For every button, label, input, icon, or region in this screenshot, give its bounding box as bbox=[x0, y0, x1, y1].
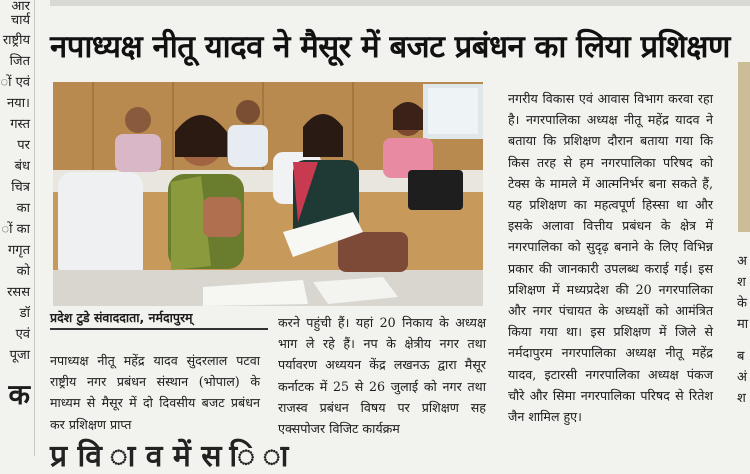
paragraph: नपाध्यक्ष नीतू महेंद्र यादव सुंदरलाल पटवा राष्ट्रीय नगर प्रबंधन संस्थान (भोपाल) के माध्यम से मैसूर में दो दिवसीय बजट प्रबंधन कर प्रशिक्षण प्राप्त bbox=[50, 353, 260, 432]
left-column-line: चित्र bbox=[11, 180, 30, 195]
left-column-line: चार्य bbox=[10, 13, 30, 28]
article-body-column-2 bbox=[278, 312, 486, 439]
left-column-line: रसस bbox=[7, 285, 30, 300]
byline: प्रदेश टुडे संवाददाता, नर्मदापुरम् bbox=[50, 308, 268, 330]
next-article-headline bbox=[50, 439, 750, 474]
left-column-line: ों एवं bbox=[0, 75, 30, 90]
article-headline: नपाध्यक्ष नीतू यादव ने मैसूर में बजट प्रबंधन का लिया प्रशिक्षण bbox=[50, 29, 730, 65]
training-session-photo bbox=[53, 82, 483, 306]
paragraph: नगरीय विकास एवं आवास विभाग करवा रहा है। नगरपालिका अध्यक्ष नीतू महेंद्र यादव ने बताया कि प्रशिक्षण दौरान बताया गया कि किस तरह से हम नगरपालिका परिषद को टेक्स के मामले में आत्मनिर्भर बना सकते हैं, यह प्रशिक्षण का महत्वपूर्ण हिस्सा था और इसके अलावा वित्तीय प्रबंधन के क्षेत्र में नगरपालिका को सुदृढ़ बनाने के लिए विभिन्न प्रकार की जानकारी उपलब्ध कराई गई। इस प्रशिक्षण में मध्यप्रदेश की 20 नगरपालिका और नगर पंचायत के अध्यक्षों को आमंत्रित किया गया था। इस प्रशिक्षण में जिले से नर्मदापुरम नगरपालिका अध्यक्ष नीतू महेंद्र यादव, इटारसी नगरपालिका अध्यक्ष पंकज चौरे और सिमा नगरपालिका परिषद से रितेश जैन शामिल हुए। bbox=[508, 91, 713, 425]
right-column-line: मा bbox=[737, 317, 749, 332]
left-column-line: पर bbox=[17, 138, 30, 153]
right-column-line: श bbox=[737, 275, 746, 290]
left-column-line: गस्त bbox=[10, 117, 30, 132]
right-column-line: श bbox=[737, 391, 746, 406]
left-adjacent-column bbox=[0, 0, 35, 456]
right-column-line: के bbox=[737, 296, 747, 311]
article-photo bbox=[53, 82, 483, 306]
article-body-column-3 bbox=[508, 88, 713, 427]
left-column-line: क bbox=[8, 378, 30, 411]
left-column-line: नया। bbox=[6, 96, 30, 111]
next-headline-text: प्र वि ा व में स ि ा bbox=[50, 439, 289, 474]
left-column-line: पूजा bbox=[9, 348, 30, 363]
left-column-line: एवं bbox=[15, 327, 30, 342]
left-column-line: जित bbox=[9, 54, 30, 69]
right-column-line: अ bbox=[737, 254, 747, 269]
article-body-column-1 bbox=[50, 350, 260, 435]
left-column-line: डॉ bbox=[19, 306, 30, 321]
paragraph: करने पहुंची हैं। यहां 20 निकाय के अध्यक्ष भाग ले रहे हैं। नप के क्षेत्रीय नगर तथा पर्यावरण अध्ययन केंद्र लखनऊ द्वारा मैसूर कर्नाटक में 25 से 26 जुलाई को नगर तथा राजस्व प्रबंधन विषय पर प्रशिक्षण सह एक्सपोजर विजिट कार्यक्रम bbox=[278, 315, 486, 437]
left-column-line: आर bbox=[11, 0, 30, 14]
left-column-line: गगृत bbox=[7, 243, 30, 258]
left-column-line: ों का bbox=[1, 222, 30, 237]
left-column-line: का bbox=[16, 201, 30, 216]
right-column-line: ब bbox=[737, 349, 745, 364]
right-adjacent-column bbox=[735, 60, 750, 406]
left-column-line: को bbox=[16, 264, 30, 279]
left-column-line: राष्ट्रीय bbox=[2, 33, 30, 48]
left-column-line: बंध bbox=[14, 159, 30, 174]
top-rule bbox=[50, 0, 750, 6]
right-column-line: अं bbox=[737, 370, 747, 385]
